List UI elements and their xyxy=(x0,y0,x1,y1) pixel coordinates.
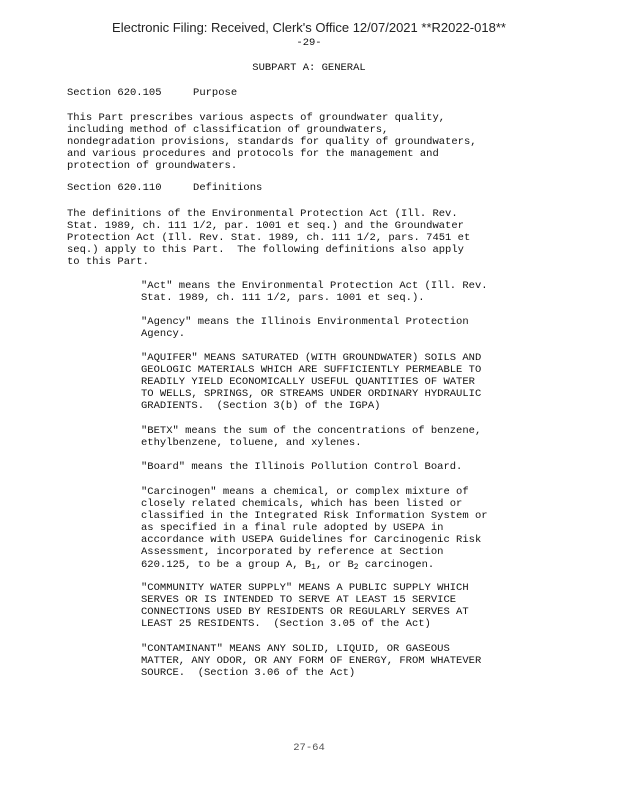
carcinogen-subscript-2: 2 xyxy=(353,562,359,572)
filing-stamp: Electronic Filing: Received, Clerk's Office 12/07/2021 **R2022-018** xyxy=(112,20,506,35)
carcinogen-mid: , or B xyxy=(315,558,354,571)
section-heading-purpose: Section 620.105 Purpose xyxy=(67,87,238,99)
carcinogen-text: "Carcinogen" means a chemical, or complex mixture of closely related chemicals, which has been listed or classified in the Integrated Risk Information System or as specified in a final rule adopted by USEPA in accordance with USEPA Guidelines for Carcinogenic Risk Assessment, incorporated by reference at Section 620.125, to be a group A, B xyxy=(141,486,488,571)
definition-agency: "Agency" means the Illinois Environmental Protection Agency. xyxy=(141,316,469,341)
footer-page-ref: 27-64 xyxy=(293,742,325,754)
carcinogen-subscript-1: 1 xyxy=(311,562,316,572)
definition-act: "Act" means the Environmental Protection Act (Ill. Rev. Stat. 1989, ch. 111 1/2, pars. 1001 et seq.). xyxy=(141,280,488,305)
section-body-definitions: The definitions of the Environmental Protection Act (Ill. Rev. Stat. 1989, ch. 111 1/2, par. 1001 et seq.) and the Groundwater Protection Act (Ill. Rev. Stat. 1989, ch. 111 1/2, pars. 7451 et seq.) apply to this Part. The following definitions also apply to this Part. xyxy=(67,208,471,269)
definition-betx: "BETX" means the sum of the concentrations of benzene, ethylbenzene, toluene, and xylenes. xyxy=(141,425,482,450)
definition-aquifer: "AQUIFER" MEANS SATURATED (WITH GROUNDWATER) SOILS AND GEOLOGIC MATERIALS WHICH ARE SUFFICIENTLY PERMEABLE TO READILY YIELD ECONOMICALLY USEFUL QUANTITIES OF WATER TO WELLS, SPRINGS, OR STREAMS UNDER ORDINARY HYDRAULIC GRADIENTS. (Section 3(b) of the IGPA) xyxy=(141,352,482,413)
carcinogen-end: carcinogen. xyxy=(358,558,435,571)
definition-contaminant: "CONTAMINANT" MEANS ANY SOLID, LIQUID, OR GASEOUS MATTER, ANY ODOR, OR ANY FORM OF ENERGY, FROM WHATEVER SOURCE. (Section 3.06 of the Act) xyxy=(141,643,482,680)
definition-community-water-supply: "COMMUNITY WATER SUPPLY" MEANS A PUBLIC SUPPLY WHICH SERVES OR IS INTENDED TO SERVE AT LEAST 15 SERVICE CONNECTIONS USED BY RESIDENTS OR REGULARLY SERVES AT LEAST 25 RESIDENTS. (Section 3.05 of the Act) xyxy=(141,582,469,631)
section-heading-definitions: Section 620.110 Definitions xyxy=(67,182,263,194)
page-number: -29- xyxy=(296,37,322,49)
section-body-purpose: This Part prescribes various aspects of groundwater quality, including method of classification of groundwaters, nondegradation provisions, standards for quality of groundwaters, and various procedures and protocols for the management and protection of groundwaters. xyxy=(67,112,477,173)
definition-board: "Board" means the Illinois Pollution Control Board. xyxy=(141,461,463,473)
subpart-title: SUBPART A: GENERAL xyxy=(252,62,366,74)
definition-carcinogen xyxy=(141,486,618,571)
